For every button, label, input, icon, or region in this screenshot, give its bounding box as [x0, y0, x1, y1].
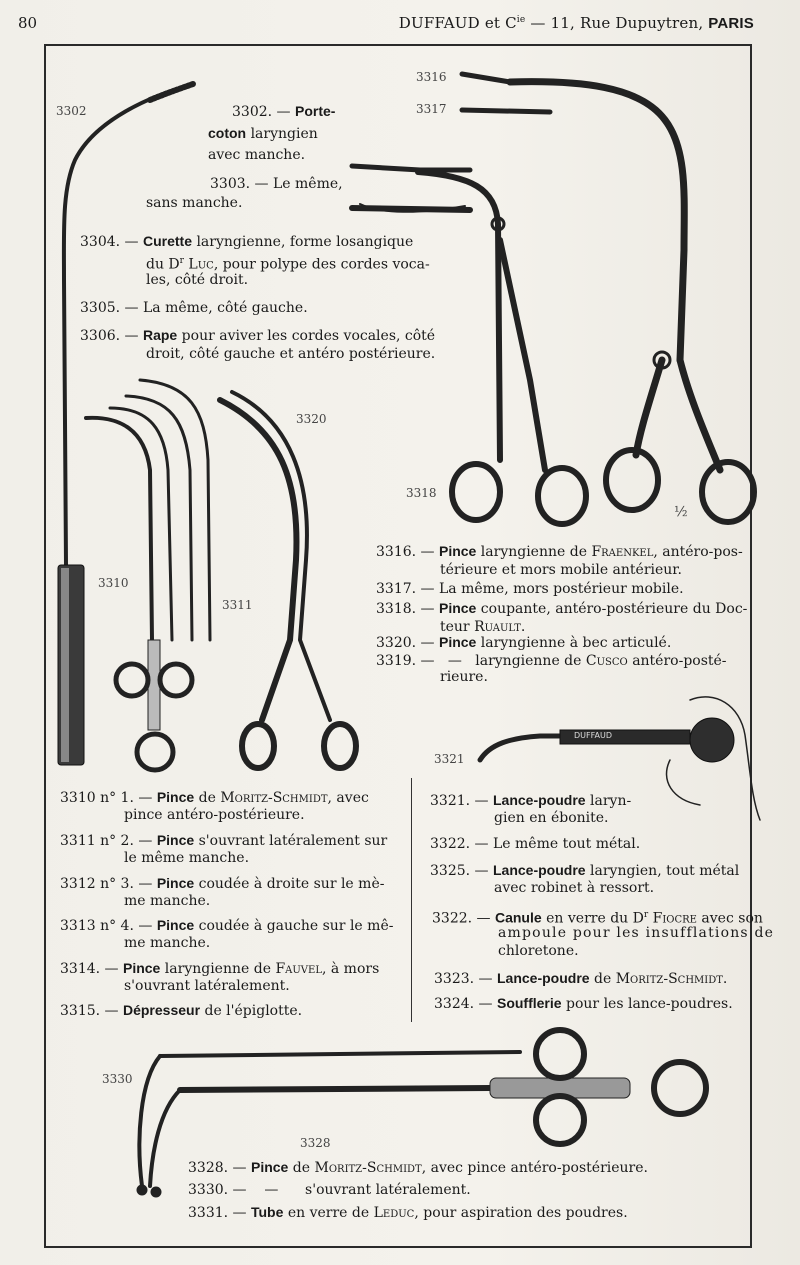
item-3302: 3302. — Porte- [232, 103, 336, 120]
item-3331: 3331. — Tube en verre de Leduc, pour aspiration des poudres. [188, 1204, 628, 1221]
scale-label: ½ [674, 504, 688, 520]
figure-label-3316: 3316 [416, 70, 447, 84]
item-3313: 3313 n° 4. — Pince coudée à gauche sur le mê- [60, 917, 394, 934]
item-3311-cont: le même manche. [124, 850, 250, 866]
item-3316-cont: térieure et mors mobile antérieur. [440, 562, 682, 578]
item-3321: 3321. — Lance-poudre laryn- [430, 792, 632, 809]
figure-label-3321: 3321 [434, 752, 465, 766]
fraenkel-pince-illustration [510, 82, 754, 522]
ruault-pince-illustration [418, 172, 586, 524]
item-3321-cont: gien en ébonite. [494, 810, 609, 826]
item-3304-cont2: les, côté droit. [146, 272, 249, 288]
item-3330: 3330. — — s'ouvrant latéralement. [188, 1182, 471, 1198]
item-3303-cont: sans manche. [146, 195, 243, 211]
item-3306: 3306. — Rape pour aviver les cordes vocales, côté [80, 327, 436, 344]
item-3319: 3319. — — laryngienne de Cusco antéro-posté- [376, 653, 727, 669]
item-3319-cont: rieure. [440, 669, 488, 685]
item-3314: 3314. — Pince laryngienne de Fauvel, à mors [60, 960, 380, 977]
item-3302-cont: coton laryngien [208, 125, 318, 142]
item-3313-cont: me manche. [124, 935, 211, 951]
figure-label-3302: 3302 [56, 104, 87, 118]
item-3306-cont: droit, côté gauche et antéro postérieure. [146, 346, 436, 362]
header-address: DUFFAUD et $C^{ie}$ — 11, Rue Dupuytren, PARIS [398, 14, 754, 32]
figure-label-3328: 3328 [300, 1136, 331, 1150]
item-3302-cont2: avec manche. [208, 147, 306, 163]
item-3303: 3303. — Le même, [210, 176, 343, 192]
item-3312: 3312 n° 3. — Pince coudée à droite sur le mè- [60, 875, 385, 892]
item-3310: 3310 n° 1. — Pince de Moritz-Schmidt, avec [60, 789, 369, 806]
item-3322b-cont: ampoule pour les insufflations de [498, 925, 775, 941]
articulated-pince-illustration [220, 392, 356, 768]
item-3318: 3318. — Pince coupante, antéro-postérieure du Doc- [376, 600, 748, 617]
figure-label-3330: 3330 [102, 1072, 133, 1086]
item-3323: 3323. — Lance-poudre de Moritz-Schmidt. [434, 970, 728, 987]
figure-label-3318: 3318 [406, 486, 437, 500]
item-3310-cont: pince antéro-postérieure. [124, 807, 305, 823]
item-3316: 3316. — Pince laryngienne de Fraenkel, antéro-pos- [376, 543, 743, 560]
item-3317: 3317. — La même, mors postérieur mobile. [376, 581, 684, 597]
figure-label-3320: 3320 [296, 412, 327, 426]
item-3322a: 3322. — Le même tout métal. [430, 836, 641, 852]
item-3318-cont: teur Ruault. [440, 619, 526, 635]
figure-label-3317: 3317 [416, 102, 447, 116]
moritz-schmidt-set-illustration [86, 380, 210, 770]
item-3322b-cont2: chloretone. [498, 943, 579, 959]
item-3311: 3311 n° 2. — Pince s'ouvrant latéralement sur [60, 832, 388, 849]
item-3322b: 3322. — Canule en verre du $D^r$ Fiocre avec son [432, 909, 763, 927]
item-3304-cont: du $D^r$ Luc, pour polype des cordes voca- [146, 256, 430, 273]
column-divider [411, 778, 412, 1022]
item-3314-cont: s'ouvrant latéralement. [124, 978, 290, 994]
item-3320: 3320. — Pince laryngienne à bec articulé. [376, 634, 672, 651]
figure-label-3311: 3311 [222, 598, 253, 612]
curette-tips-illustration [352, 166, 470, 212]
item-3305: 3305. — La même, côté gauche. [80, 300, 308, 316]
item-3312-cont: me manche. [124, 893, 211, 909]
duffaud-stamp: DUFFAUD [574, 731, 612, 740]
figure-label-3310: 3310 [98, 576, 129, 590]
item-3304: 3304. — Curette laryngienne, forme losangique [80, 233, 414, 250]
item-3325: 3325. — Lance-poudre laryngien, tout métal [430, 862, 740, 879]
item-3325-cont: avec robinet à ressort. [494, 880, 655, 896]
item-3324: 3324. — Soufflerie pour les lance-poudres. [434, 995, 733, 1012]
item-3328: 3328. — Pince de Moritz-Schmidt, avec pince antéro-postérieure. [188, 1159, 648, 1176]
page-number: 80 [18, 14, 38, 32]
item-3315: 3315. — Dépresseur de l'épiglotte. [60, 1002, 303, 1019]
